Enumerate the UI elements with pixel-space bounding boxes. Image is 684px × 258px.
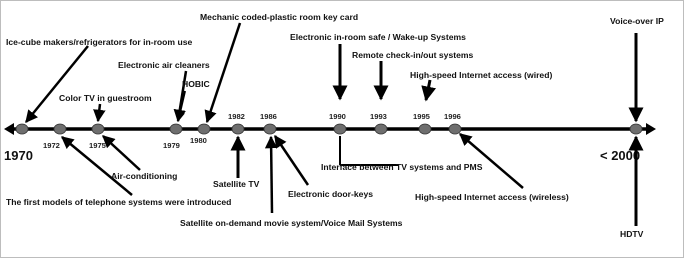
label-interface-tv-pms: Interface between TV systems and PMS <box>321 162 483 172</box>
marker-1996 <box>449 124 461 134</box>
arrow-air-conditioning <box>103 136 140 170</box>
marker-1970 <box>16 124 28 134</box>
label-hobic: HOBIC <box>182 79 210 89</box>
marker-1982 <box>232 124 244 134</box>
label-voice-over-ip: Voice-over IP <box>610 16 664 26</box>
year-label-1996: 1996 <box>444 112 461 121</box>
marker-1990 <box>334 124 346 134</box>
year-label-1990: 1990 <box>329 112 346 121</box>
marker-1980 <box>198 124 210 134</box>
arrow-color-tv <box>98 104 100 121</box>
year-label-end: < 2000 <box>600 148 641 163</box>
year-label-1980: 1980 <box>190 136 207 145</box>
label-telephone: The first models of telephone systems were introduced <box>6 197 232 207</box>
year-label-1995: 1995 <box>413 112 430 121</box>
axis-right-arrowhead <box>646 123 656 135</box>
marker-1979 <box>170 124 182 134</box>
label-door-keys: Electronic door-keys <box>288 189 374 199</box>
arrow-highspeed-wired <box>426 80 430 100</box>
arrow-satellite-ondemand <box>271 137 272 213</box>
label-satellite-ondemand: Satellite on-demand movie system/Voice Mail Systems <box>180 218 403 228</box>
year-label-start: 1970 <box>4 148 33 163</box>
label-mechanic-card: Mechanic coded-plastic room key card <box>200 12 359 22</box>
label-remote-checkin: Remote check-in/out systems <box>352 50 474 60</box>
label-air-conditioning: Air-conditioning <box>111 171 178 181</box>
label-ice-cube: Ice-cube makers/refrigerators for in-room use <box>6 37 193 47</box>
axis-left-arrowhead <box>4 123 14 135</box>
label-hdtv: HDTV <box>620 229 644 239</box>
label-highspeed-wired: High-speed Internet access (wired) <box>410 70 553 80</box>
year-label-1972: 1972 <box>43 141 60 150</box>
year-label-1982: 1982 <box>228 112 245 121</box>
arrow-highspeed-wireless <box>460 134 523 188</box>
marker-1986 <box>264 124 276 134</box>
label-electronic-safe: Electronic in-room safe / Wake-up Systems <box>290 32 466 42</box>
marker-1972 <box>54 124 66 134</box>
marker-2000 <box>630 124 642 134</box>
year-label-1975: 1975 <box>89 141 106 150</box>
year-label-1986: 1986 <box>260 112 277 121</box>
arrow-mechanic-card <box>207 23 240 122</box>
label-electronic-air: Electronic air cleaners <box>118 60 210 70</box>
year-label-1993: 1993 <box>370 112 387 121</box>
label-highspeed-wireless: High-speed Internet access (wireless) <box>415 192 569 202</box>
marker-1993 <box>375 124 387 134</box>
label-color-tv: Color TV in guestroom <box>59 93 152 103</box>
label-satellite-tv: Satellite TV <box>213 179 260 189</box>
marker-1975 <box>92 124 104 134</box>
arrow-door-keys <box>275 136 308 185</box>
arrow-ice-cube <box>26 46 88 122</box>
marker-1995 <box>419 124 431 134</box>
year-label-1979: 1979 <box>163 141 180 150</box>
